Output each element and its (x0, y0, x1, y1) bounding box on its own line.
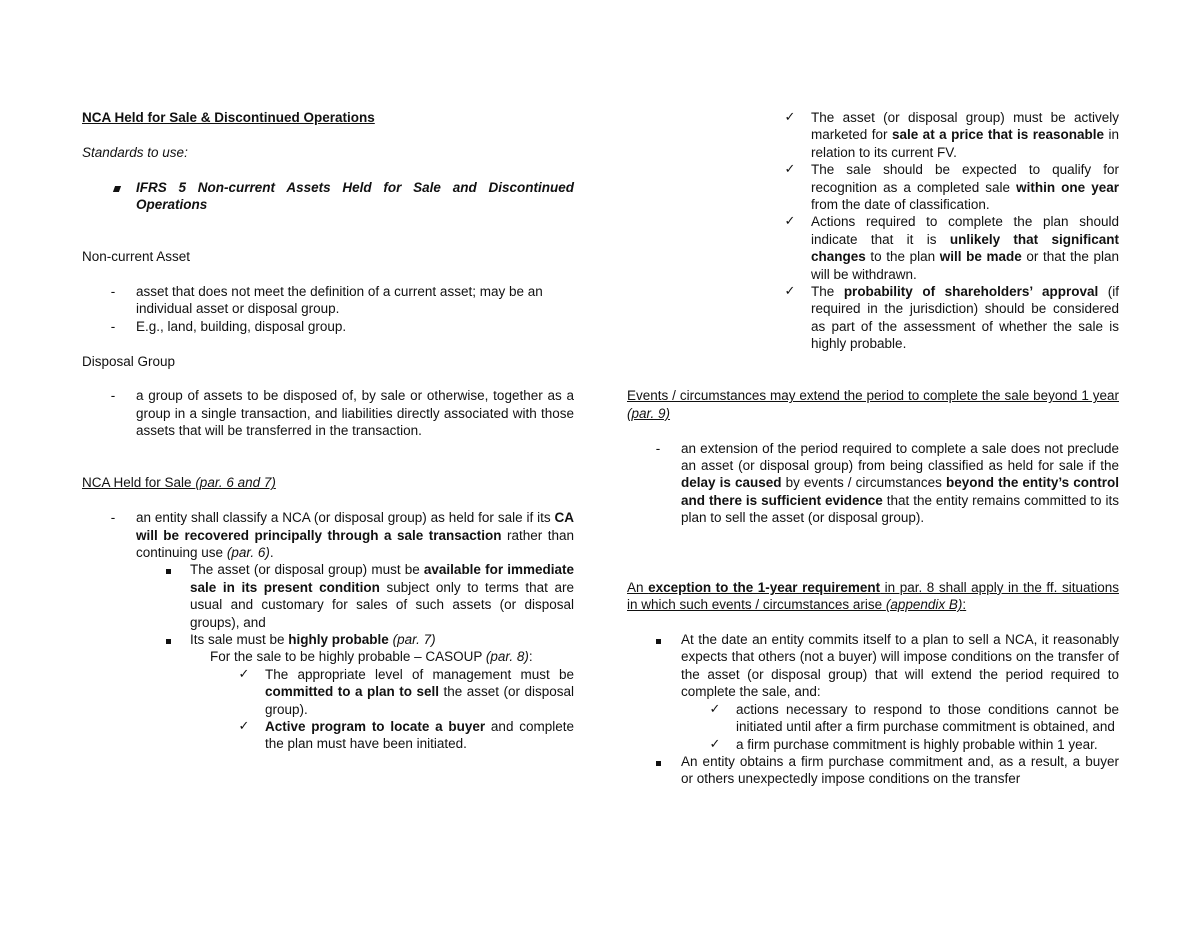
exception-text: actions necessary to respond to those conditions cannot be initiated until after a firm purchase commitment is obtained, and (736, 701, 1119, 735)
left-column (82, 109, 574, 753)
square-bullet-icon (161, 561, 175, 578)
held-for-sale-heading: NCA Held for Sale (par. 6 and 7) (82, 475, 276, 491)
square-bullet-icon (110, 179, 124, 196)
checkmark-icon: ✓ (784, 284, 796, 300)
list-item (627, 701, 1119, 736)
list-item (627, 283, 1119, 353)
list-item (627, 213, 1119, 283)
events-text: an extension of the period required to complete a sale does not preclude an asset (or disposal group) from being classified as held for sale if the delay is caused by events / circumstances beyond the entity’s control and there is sufficient evidence that the entity remains committed to its plan to sell the asset (or disposal group). (681, 440, 1120, 526)
square-bullet-icon (161, 631, 175, 648)
page-title: NCA Held for Sale & Discontinued Operations (82, 110, 375, 125)
exception-text: At the date an entity commits itself to a plan to sell a NCA, it reasonably expects that others (not a buyer) will impose conditions on the transfer of the asset (or disposal group) that will extend the period required to complete the sale, and: (681, 632, 1119, 700)
list-item (82, 318, 574, 335)
right-column (627, 109, 1119, 788)
casoup-text: The asset (or disposal group) must be actively marketed for sale at a price that is reasonable in relation to its current FV. (811, 110, 1119, 160)
exception-text: a firm purchase commitment is highly probable within 1 year. (736, 736, 1098, 752)
casoup-line: For the sale to be highly probable – CASOUP (par. 8): (210, 649, 533, 665)
dash-bullet-icon (106, 318, 120, 335)
nca-heading: Non-current Asset (82, 249, 191, 265)
disposal-group-text: a group of assets to be disposed of, by sale or otherwise, together as a group in a single transaction, and liabilities directly associated with those assets that will be transferred in the transaction. (136, 388, 574, 439)
events-heading: Events / circumstances may extend the period to complete the sale beyond 1 year (par. 9) (627, 388, 1119, 421)
checkmark-icon: ✓ (784, 162, 796, 178)
list-item (627, 753, 1119, 788)
list-item (82, 561, 574, 631)
casoup-text: Active program to locate a buyer and complete the plan must have been initiated. (265, 719, 574, 752)
nca-item-text: asset that does not meet the definition of a current asset; may be an individual asset or disposal group. (136, 283, 543, 317)
list-item (82, 666, 574, 718)
list-item (82, 718, 574, 753)
list-item (82, 631, 574, 648)
nca-item-text: E.g., land, building, disposal group. (136, 318, 347, 334)
list-item (627, 736, 1119, 753)
condition-text: Its sale must be highly probable (par. 7) (190, 632, 436, 648)
list-item (82, 509, 574, 561)
square-bullet-icon (651, 753, 665, 770)
checkmark-icon: ✓ (238, 666, 250, 682)
checkmark-icon: ✓ (709, 736, 721, 752)
disposal-group-heading: Disposal Group (82, 353, 176, 369)
casoup-text: Actions required to complete the plan should indicate that it is unlikely that significant changes to the plan will be made or that the plan will be withdrawn. (811, 214, 1119, 282)
casoup-text: The appropriate level of management must be committed to a plan to sell the asset (or disposal group). (265, 666, 574, 717)
list-item (627, 109, 1119, 161)
dash-bullet-icon (651, 440, 665, 457)
checkmark-icon: ✓ (784, 110, 796, 125)
checkmark-icon: ✓ (784, 214, 796, 230)
dash-bullet-icon (106, 283, 120, 300)
list-item (82, 387, 574, 439)
square-bullet-icon (651, 631, 665, 648)
casoup-text: The probability of shareholders’ approval (if required in the jurisdiction) should be considered as part of the assessment of whether the sale is highly probable. (811, 284, 1120, 352)
casoup-text: The sale should be expected to qualify for recognition as a completed sale within one year from the date of classification. (811, 162, 1119, 213)
exception-heading: An exception to the 1-year requirement in par. 8 shall apply in the ff. situations in which such events / circumstances arise (appendix B): (627, 579, 1119, 613)
list-item (627, 631, 1119, 701)
exception-text: An entity obtains a firm purchase commitment and, as a result, a buyer or others unexpectedly impose conditions on the transfer (681, 753, 1119, 787)
condition-text: The asset (or disposal group) must be available for immediate sale in its present condition subject only to terms that are usual and customary for sales of such assets (or disposal groups), and (190, 562, 575, 630)
list-item (627, 440, 1119, 527)
standard-list-item (82, 179, 574, 214)
list-item (82, 283, 574, 318)
standards-label: Standards to use: (82, 144, 188, 160)
checkmark-icon: ✓ (709, 701, 721, 717)
checkmark-icon: ✓ (238, 719, 250, 735)
list-item (627, 161, 1119, 213)
dash-bullet-icon (106, 387, 120, 404)
dash-bullet-icon (106, 509, 120, 526)
standard-item-text: IFRS 5 Non-current Assets Held for Sale and Discontinued Operations (136, 179, 574, 212)
held-for-sale-text: an entity shall classify a NCA (or disposal group) as held for sale if its CA will be recovered principally through a sale transaction rather than continuing use (par. 6). (136, 510, 574, 560)
